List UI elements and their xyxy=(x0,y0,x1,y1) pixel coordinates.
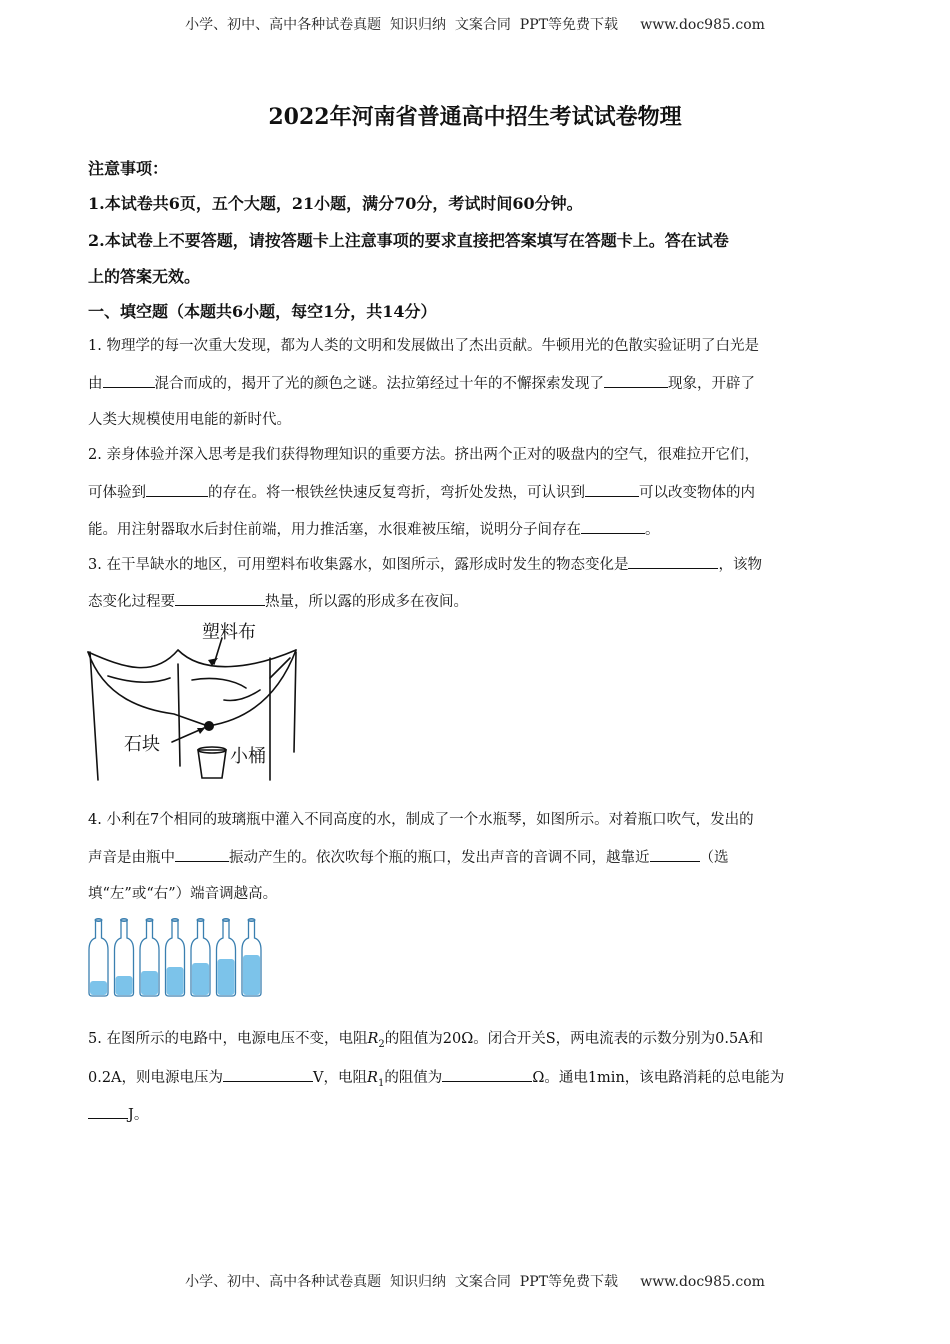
section-1-heading: 一、填空题（本题共6小题，每空1分，共14分） xyxy=(88,302,437,321)
q1-text: 现象，开辟了 xyxy=(668,376,755,392)
r2-subscript: 2 xyxy=(378,1038,385,1050)
answer-blank xyxy=(442,1067,532,1082)
q3-line-2 xyxy=(88,591,468,612)
r2-symbol: R xyxy=(367,1031,379,1047)
q5-line-3 xyxy=(88,1104,148,1125)
answer-blank xyxy=(88,1104,128,1119)
r1-subscript: 1 xyxy=(377,1077,385,1089)
fold-line xyxy=(270,658,290,678)
q3-line-1 xyxy=(88,554,762,575)
water-fill xyxy=(218,959,235,995)
answer-blank xyxy=(628,554,718,569)
page-footer: 小学、初中、高中各种试卷真题 知识归纳 文案合同 PPT等免费下载 www.doc985.com xyxy=(185,1274,765,1290)
answer-blank xyxy=(650,847,700,862)
answer-blank xyxy=(175,847,229,862)
answer-blank xyxy=(175,591,265,606)
q4-line-1: 4. 小利在7个相同的玻璃瓶中灌入不同高度的水，制成了一个水瓶琴，如图所示。对着瓶口吹气，发出的 xyxy=(88,812,754,828)
q2-text: 能。用注射器取水后封住前端，用力推活塞，水很难被压缩，说明分子间存在 xyxy=(88,522,581,538)
q2-text: 的存在。将一根铁丝快速反复弯折，弯折处发热，可认识到 xyxy=(208,485,585,501)
answer-blank xyxy=(604,373,668,388)
plastic-sheet-top-edge xyxy=(88,650,296,668)
q4-line-2 xyxy=(88,847,729,868)
page-title: 2022年河南省普通高中招生考试试卷物理 xyxy=(268,104,682,130)
q5-text: V，电阻 xyxy=(313,1070,368,1086)
q2-text: 可以改变物体的内 xyxy=(639,485,755,501)
q4-text: 振动产生的。依次吹每个瓶的瓶口，发出声音的音调不同，越靠近 xyxy=(229,850,650,866)
q2-text: 。 xyxy=(645,522,660,538)
answer-blank xyxy=(223,1067,313,1082)
q5-text: J。 xyxy=(128,1107,149,1123)
water-bottle xyxy=(242,919,261,997)
q4-text: 声音是由瓶中 xyxy=(88,850,175,866)
water-fill xyxy=(167,967,184,995)
notice-item-1: 1.本试卷共6页，五个大题，21小题，满分70分，考试时间60分钟。 xyxy=(88,194,583,213)
q2-line-1: 2. 亲身体验并深入思考是我们获得物理知识的重要方法。挤出两个正对的吸盘内的空气，很难拉开它们， xyxy=(88,447,759,463)
q1-line-1: 1. 物理学的每一次重大发现，都为人类的文明和发展做出了杰出贡献。牛顿用光的色散实验证明了白光是 xyxy=(88,338,759,354)
q2-line-2 xyxy=(88,482,755,503)
fold-line xyxy=(192,678,246,688)
water-bottles-figure xyxy=(86,916,268,1000)
notice-item-2-cont: 上的答案无效。 xyxy=(88,267,201,286)
water-bottle xyxy=(140,919,159,997)
q5-text: 的阻值为 xyxy=(384,1070,443,1086)
q1-text: 由 xyxy=(88,376,103,392)
pole-right xyxy=(294,652,296,752)
label-stone: 石块 xyxy=(124,734,160,755)
q3-text: 态变化过程要 xyxy=(88,594,175,610)
q3-text: ，该物 xyxy=(718,557,762,573)
r1-symbol: R xyxy=(367,1070,378,1086)
water-fill xyxy=(141,971,158,995)
label-plastic: 塑料布 xyxy=(202,622,256,643)
fold-line xyxy=(224,690,260,701)
q1-text: 混合而成的，揭开了光的颜色之谜。法拉第经过十年的不懈探索发现了 xyxy=(154,376,604,392)
q5-line-2 xyxy=(88,1067,784,1094)
water-bottle xyxy=(191,919,210,997)
q3-text: 3. 在干旱缺水的地区，可用塑料布收集露水，如图所示，露形成时发生的物态变化是 xyxy=(88,557,629,573)
water-bottle xyxy=(166,919,185,997)
answer-blank xyxy=(103,373,155,388)
q1-line-2 xyxy=(88,373,755,394)
q5-text: 0.2A，则电源电压为 xyxy=(88,1070,224,1086)
water-fill xyxy=(243,955,260,995)
q4-line-3: 填“左”或“右”）端音调越高。 xyxy=(88,886,278,902)
q5-text: Ω。通电1min，该电路消耗的总电能为 xyxy=(532,1070,785,1086)
stone xyxy=(204,721,214,731)
fold-line xyxy=(108,676,170,682)
q5-text: 的阻值为20Ω。闭合开关S，两电流表的示数分别为0.5A和 xyxy=(384,1031,764,1047)
notice-heading: 注意事项： xyxy=(88,159,169,178)
q5-line-1 xyxy=(88,1029,763,1055)
answer-blank xyxy=(581,519,645,534)
water-fill xyxy=(116,976,133,995)
answer-blank xyxy=(146,482,208,497)
q5-text: 5. 在图所示的电路中，电源电压不变，电阻 xyxy=(88,1031,368,1047)
water-bottle xyxy=(89,919,108,997)
q2-line-3 xyxy=(88,519,660,540)
q2-text: 可体验到 xyxy=(88,485,146,501)
page-header: 小学、初中、高中各种试卷真题 知识归纳 文案合同 PPT等免费下载 www.doc985.com xyxy=(185,17,765,33)
label-bucket: 小桶 xyxy=(230,746,266,767)
water-fill xyxy=(192,963,209,995)
water-bottle xyxy=(115,919,134,997)
water-bottle xyxy=(217,919,236,997)
q3-text: 热量，所以露的形成多在夜间。 xyxy=(265,594,468,610)
notice-item-2: 2.本试卷上不要答题，请按答题卡上注意事项的要求直接把答案填写在答题卡上。答在试卷 xyxy=(88,231,729,250)
q4-text: （选 xyxy=(699,850,729,866)
dew-collection-figure xyxy=(84,618,314,786)
bucket xyxy=(198,750,226,778)
water-fill xyxy=(90,981,107,995)
answer-blank xyxy=(585,482,639,497)
q1-line-3: 人类大规模使用电能的新时代。 xyxy=(88,412,291,428)
